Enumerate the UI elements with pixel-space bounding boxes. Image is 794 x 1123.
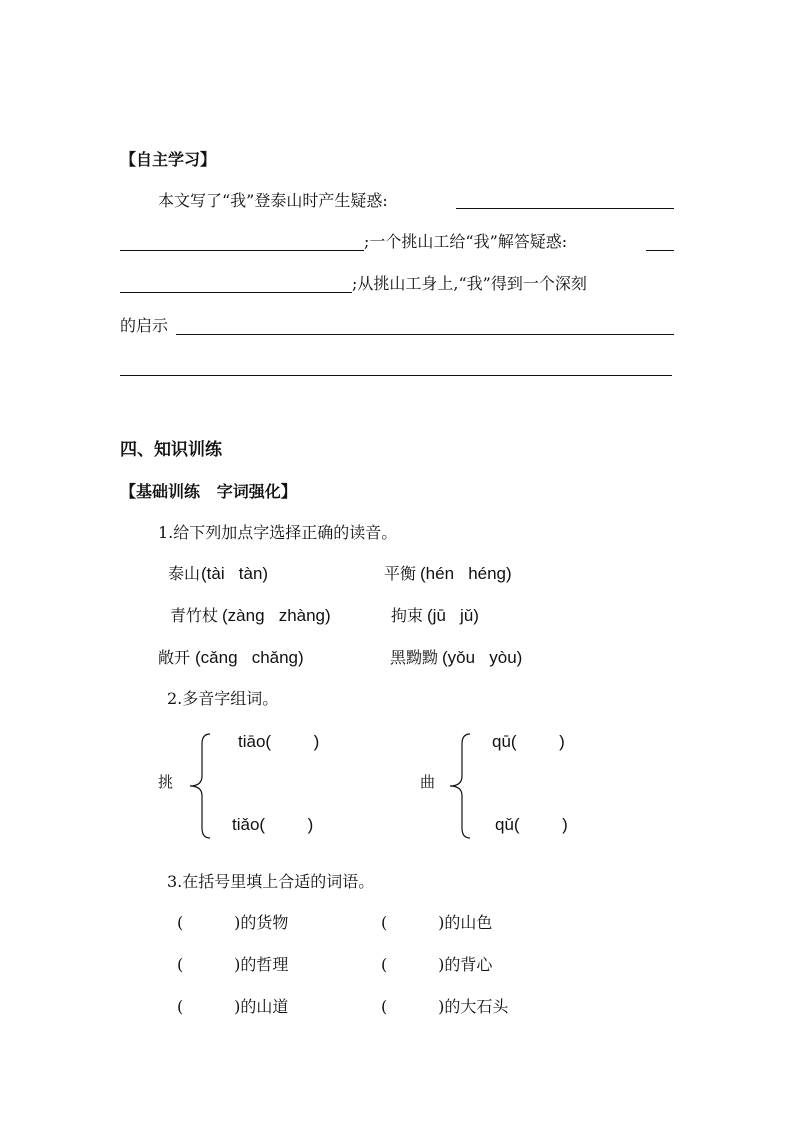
polyphone-tiao-bottom[interactable]: tiǎo( ) xyxy=(232,815,314,834)
polyphone-char-tiao: 挑 xyxy=(158,773,174,791)
self-study-line3: ;从挑山工身上,“我”得到一个深刻 xyxy=(352,274,587,293)
q3-fill-item[interactable]: ( )的货物 xyxy=(177,913,289,932)
q1-item-word: 平衡 xyxy=(384,564,417,583)
answer-blank-4[interactable] xyxy=(120,292,352,293)
q3-fill-item[interactable]: ( )的背心 xyxy=(381,955,493,974)
section-subheading: 【基础训练 字词强化】 xyxy=(120,482,297,501)
polyphone-char-qu: 曲 xyxy=(420,773,436,791)
self-study-heading: 【自主学习】 xyxy=(120,150,217,169)
self-study-line1: 本文写了“我”登泰山时产生疑惑: xyxy=(158,191,388,210)
q1-item-pinyin[interactable]: (jū jǔ) xyxy=(427,606,479,625)
polyphone-qu-bottom[interactable]: qǔ( ) xyxy=(495,815,568,834)
q1-item-pinyin[interactable]: (hén héng) xyxy=(420,564,512,583)
question-1-prompt: 1.给下列加点字选择正确的读音。 xyxy=(158,523,398,542)
q1-item-word: 泰山 xyxy=(168,564,201,583)
q1-item-word: 青竹杖 xyxy=(170,606,219,625)
question-3-prompt: 3.在括号里填上合适的词语。 xyxy=(167,872,375,891)
left-brace-icon xyxy=(446,730,472,842)
polyphone-qu-top[interactable]: qū( ) xyxy=(492,732,565,751)
q1-item-pinyin[interactable]: (zàng zhàng) xyxy=(222,606,331,625)
q3-fill-item[interactable]: ( )的山色 xyxy=(381,913,493,932)
answer-blank-6[interactable] xyxy=(120,375,672,376)
answer-blank-1[interactable] xyxy=(456,208,674,209)
polyphone-tiao-top[interactable]: tiāo( ) xyxy=(238,732,320,751)
q1-item-word: 敞开 xyxy=(158,648,191,667)
answer-blank-3[interactable] xyxy=(646,250,674,251)
q3-fill-item[interactable]: ( )的大石头 xyxy=(381,997,509,1016)
q1-item-word: 黑黝黝 xyxy=(390,648,439,667)
section-heading-knowledge: 四、知识训练 xyxy=(120,440,222,460)
left-brace-icon xyxy=(186,730,212,842)
self-study-line2: ;一个挑山工给“我”解答疑惑: xyxy=(364,232,568,251)
answer-blank-5[interactable] xyxy=(176,334,674,335)
answer-blank-2[interactable] xyxy=(120,250,364,251)
q1-item-pinyin[interactable]: (cǎng chǎng) xyxy=(195,648,304,667)
q3-fill-item[interactable]: ( )的山道 xyxy=(177,997,289,1016)
q3-fill-item[interactable]: ( )的哲理 xyxy=(177,955,289,974)
q1-item-word: 拘束 xyxy=(391,606,424,625)
question-2-prompt: 2.多音字组词。 xyxy=(167,689,279,708)
q1-item-pinyin[interactable]: (yǒu yòu) xyxy=(442,648,523,667)
self-study-line4: 的启示 xyxy=(120,316,169,335)
q1-item-pinyin[interactable]: (tài tàn) xyxy=(201,564,269,583)
